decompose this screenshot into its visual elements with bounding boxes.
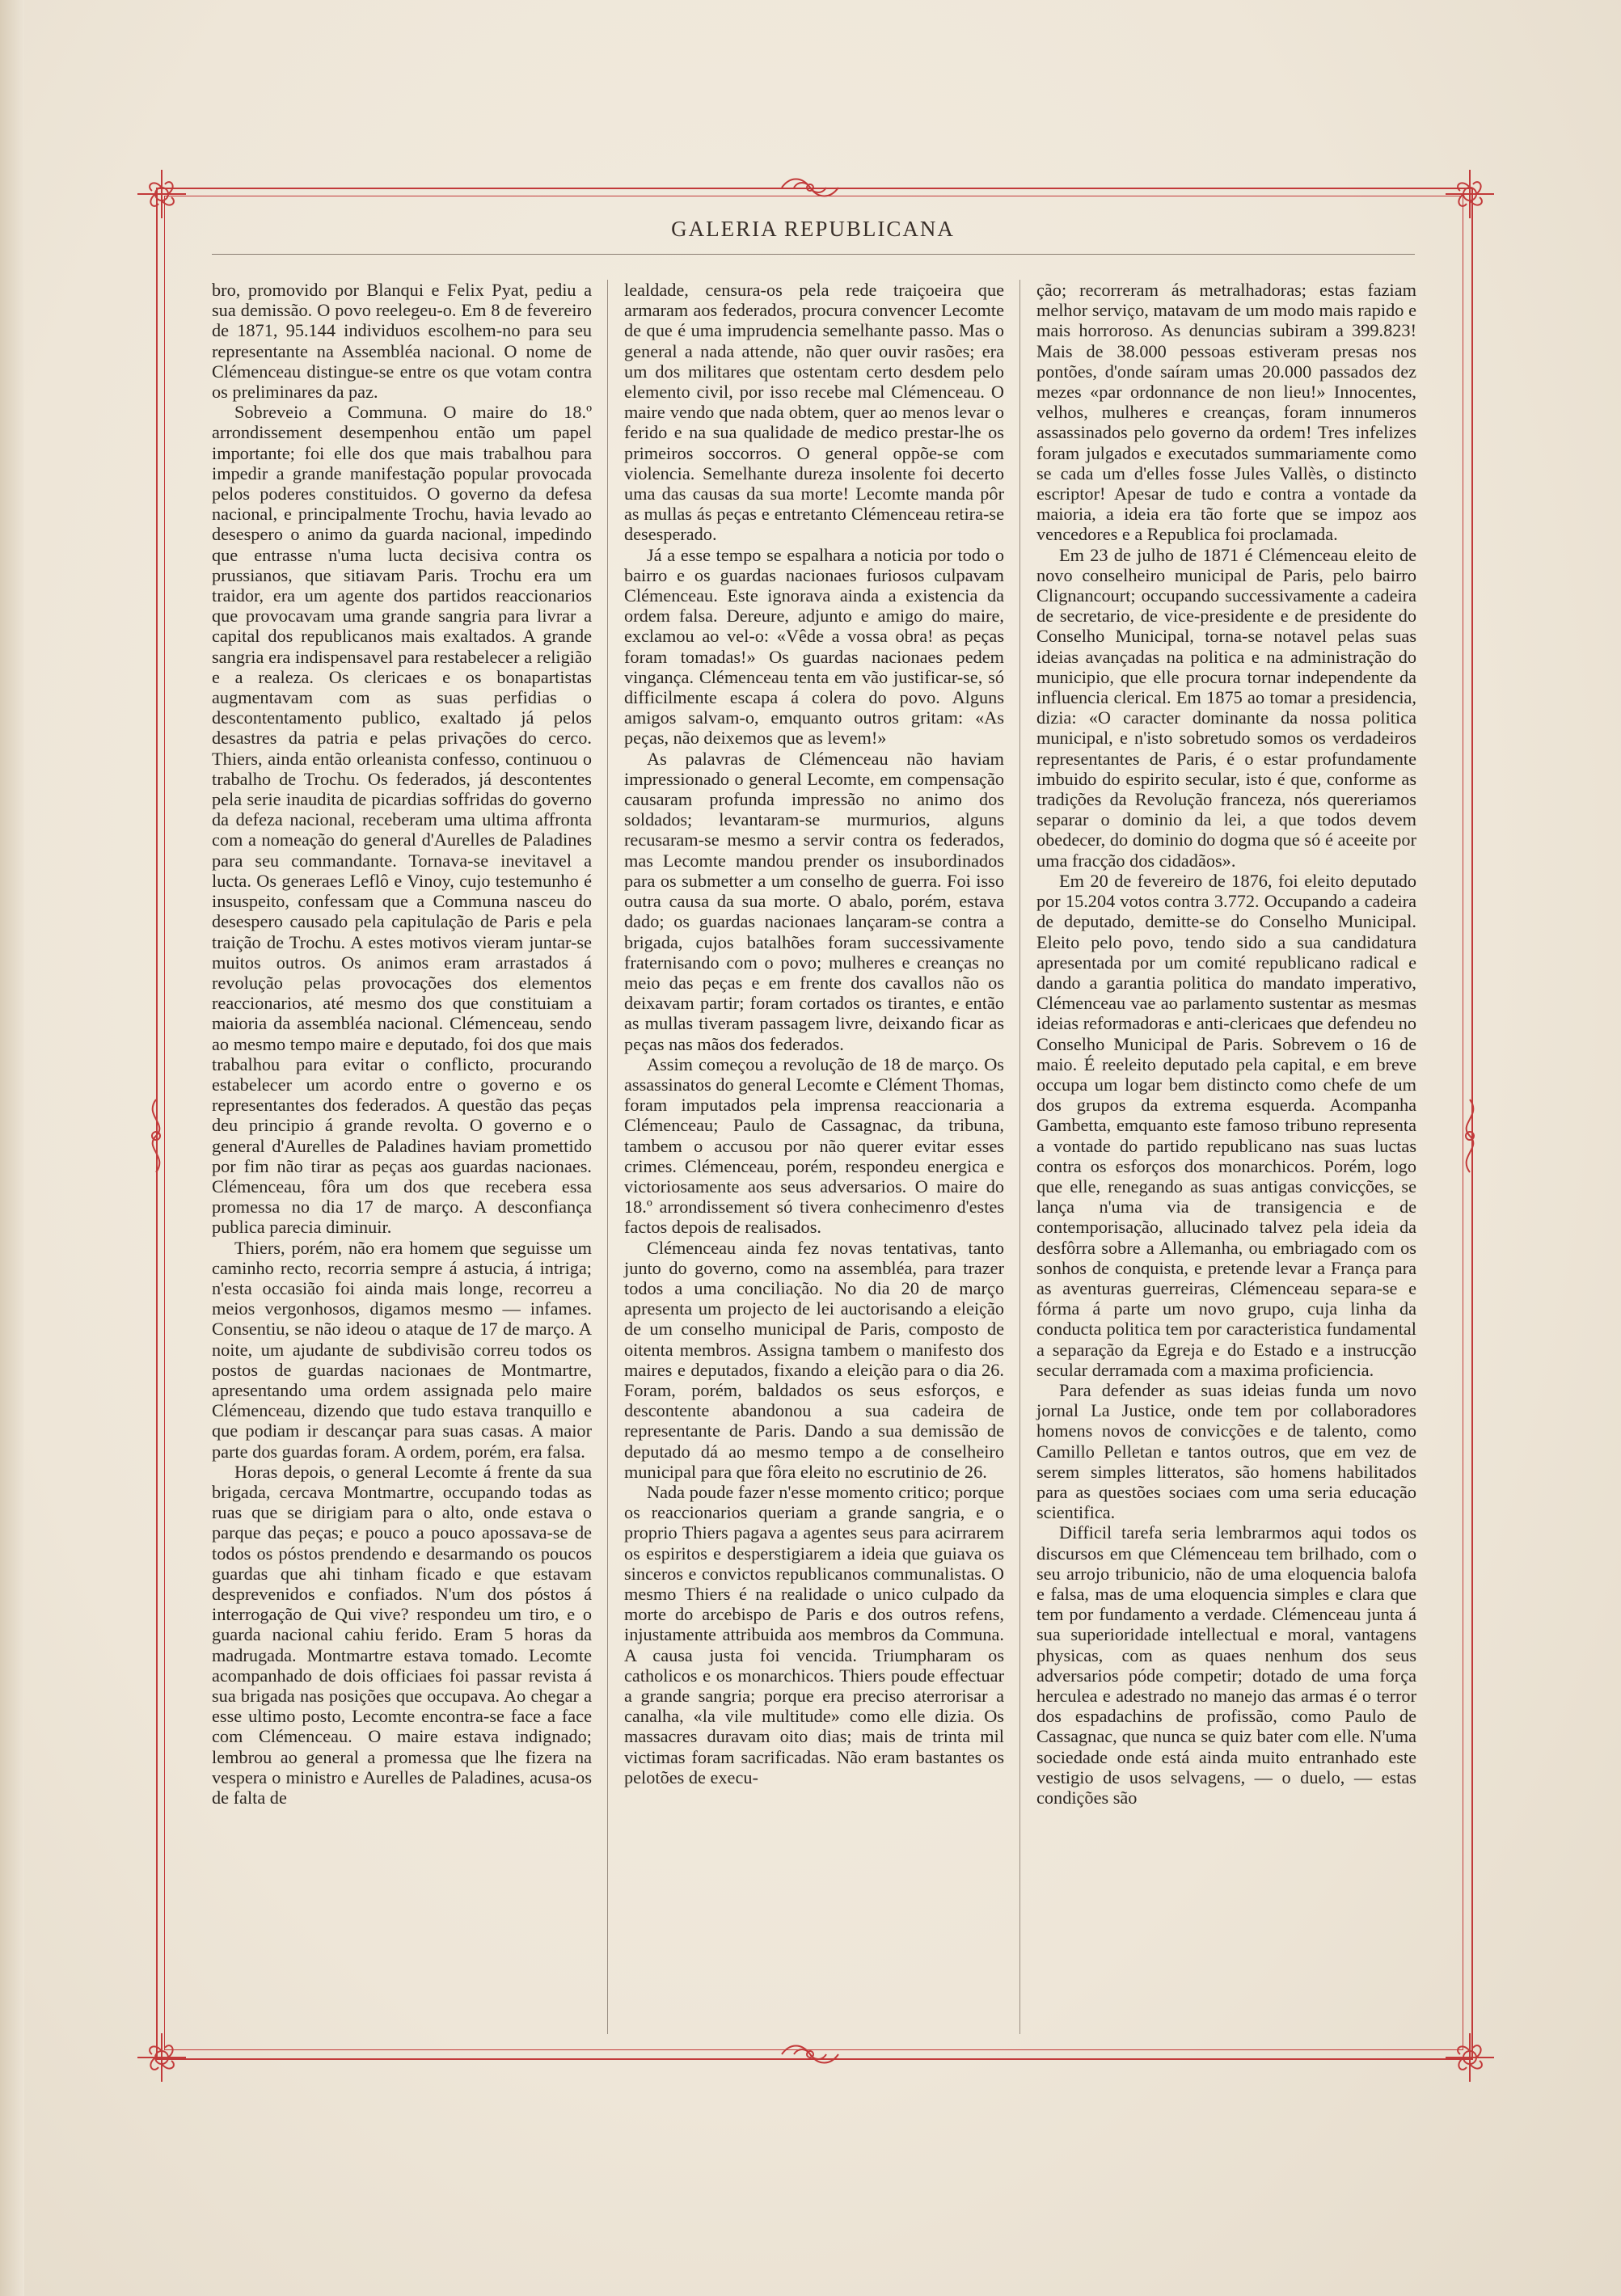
paragraph: Clémenceau ainda fez novas tentativas, tanto junto do governo, como na assembléa, para trazer todos a uma conciliação. No dia 20 de março apresenta um projecto de lei auctorisando a eleição de um conselho municipal de Paris, composto de oitenta membros. Assigna tambem o manifesto dos maires e deputados, fixando a eleição para o dia 26. Foram, porém, baldados os seus esforços, e descontente abandonou a sua cadeira de representante de Paris. Dando a sua demissão de deputado dá ao mesmo tempo a de conselheiro municipal para que fôra eleito no escrutinio de 26.	[624, 1237, 1004, 1482]
paragraph: ção; recorreram ás metralhadoras; estas faziam melhor serviço, matavam de um modo mais rapido e mais horroroso. As denuncias subiram a 399.823! Mais de 38.000 pessoas estiveram presas nos pontões, d'onde saíram umas 20.000 passados dez mezes «par ordonnance de non lieu!» Innocentes, velhos, mulheres e creanças, foram innumeros assassinados pelo governo da ordem! Tres infelizes foram julgados e executados summariamente como se cada um d'elles fosse Jules Vallès, o distincto escriptor! Apesar de tudo e contra a vontade da maioria, a ideia era tão forte que se impoz aos vencedores e a Republica foi proclamada.	[1036, 280, 1416, 545]
text-column-2	[624, 280, 1004, 1787]
paragraph: As palavras de Clémenceau não haviam impressionado o general Lecomte, em compensação causaram profunda impressão no animo dos soldados; levantaram-se murmurios, alguns recusaram-se mesmo a servir contra os federados, mas Lecomte mandou prender os insubordinados para os submetter a um conselho de guerra. Foi isso outra causa da sua morte. O abalo, porém, estava dado; os guardas nacionaes lançaram-se contra a brigada, cujos batalhões foram successivamente fraternisando com o povo; mulheres e creanças no meio das peças e em frente dos cavallos não os deixavam partir; foram cortados os tirantes, e então as mullas tiveram passagem livre, deixando ficar as peças nas mãos dos federados.	[624, 748, 1004, 1054]
paragraph: Difficil tarefa seria lembrarmos aqui todos os discursos em que Clémenceau tem brilhado, com o seu arrojo tribunicio, não de uma eloquencia balofa e falsa, mas de uma eloquencia simples e clara que tem por fundamento a verdade. Clémenceau junta á sua superioridade intellectual e moral, vantagens physicas, com as quaes nenhum dos seus adversarios póde competir; dotado de uma força herculea e adestrado no manejo das armas é o terror dos espadachins de profissão, como Paulo de Cassagnac, que nunca se quiz bater com elle. N'uma sociedade onde está ainda muito entranhado este vestigio de usos selvagens, — o duelo, — estas condições são	[1036, 1522, 1416, 1809]
page-title: GALERIA REPUBLICANA	[671, 217, 955, 241]
paragraph: Para defender as suas ideias funda um novo jornal La Justice, onde tem por collaboradores homens novos de convicções e de talento, como Camillo Pelletan e tantos outros, que em vez de serem simples litteratos, são homens habilitados para as questões sociaes com uma seria educação scientifica.	[1036, 1379, 1416, 1523]
column-divider	[1019, 280, 1020, 2034]
text-column-3	[1036, 280, 1416, 1808]
paragraph: lealdade, censura-os pela rede traiçoeira que armaram aos federados, procura convencer Lecomte de que é uma imprudencia semelhante passo. Mas o general a nada attende, não quer ouvir rasões; era um dos militares que ostentam certo desdem pelo elemento civil, por isso recebe mal Clémenceau. O maire vendo que nada obtem, quer ao menos levar o ferido e na sua qualidade de medico prestar-lhe os primeiros soccorros. O general oppõe-se com violencia. Semelhante dureza insolente foi decerto uma das causas da sua morte! Lecomte manda pôr as mullas ás peças e entretanto Clémenceau retira-se desesperado.	[624, 280, 1004, 545]
corner-flourish-icon	[129, 2025, 194, 2090]
paragraph: Thiers, porém, não era homem que seguisse um caminho recto, recorria sempre á astucia, á intriga; n'esta occasião foi ainda mais longe, recorreu a meios vergonhosos, digamos mesmo — infames. Consentiu, se não ideou o ataque de 17 de março. A noite, um ajudante de subdivisão correu todos os postos de guardas nacionaes de Montmartre, apresentando uma ordem assignada pelo maire Clémenceau, dizendo que tudo estava tranquillo e que podiam ir descançar para suas casas. A maior parte dos guardas foram. A ordem, porém, era falsa.	[212, 1237, 592, 1462]
paragraph: Já a esse tempo se espalhara a noticia por todo o bairro e os guardas nacionaes furiosos culpavam Clémenceau. Este ignorava ainda a existencia da ordem falsa. Dereure, adjunto e amigo do maire, exclamou ao vel-o: «Vêde a vossa obra! as peças foram tomadas!» Os guardas nacionaes pedem vingança. Clémenceau tenta em vão justificar-se, só difficilmente escapa á colera do povo. Alguns amigos salvam-o, emquanto outros gritam: «As peças, não deixemos que as levem!»	[624, 544, 1004, 749]
header-rule	[212, 254, 1415, 255]
scroll-ornament-icon	[774, 2040, 846, 2072]
side-ornament-icon	[140, 1095, 172, 1176]
scroll-ornament-icon	[774, 170, 846, 202]
column-divider	[607, 280, 608, 2034]
side-ornament-icon	[1454, 1095, 1486, 1176]
paragraph: Em 23 de julho de 1871 é Clémenceau eleito de novo conselheiro municipal de Paris, pelo bairro Clignancourt; occupando successivamente a cadeira de secretario, de vice-presidente e de presidente do Conselho Municipal, torna-se notavel pelas suas ideias avançadas na politica e na administração do municipio, que elle procura tornar independente da influencia clerical. Em 1875 ao tomar a presidencia, dizia: «O caracter dominante da nossa politica municipal, e n'isto sobretudo somos os verdadeiros representantes de Paris, é o estar profundamente imbuido do espirito secular, isto é que, conforme as tradições da Revolução franceza, nós quereriamos separar o dominio da lei, a que todos devem obedecer, do dominio do dogma que só é aceeite por uma fracção dos cidadãos».	[1036, 544, 1416, 871]
text-column-1	[212, 280, 592, 1808]
paragraph: bro, promovido por Blanqui e Felix Pyat, pediu a sua demissão. O povo reelegeu-o. Em 8 de fevereiro de 1871, 95.144 individuos escolhem-no para seu representante na Assembléa nacional. O nome de Clémenceau distingue-se entre os que votam contra os preliminares da paz.	[212, 280, 592, 403]
page-fold-shadow	[0, 0, 24, 2296]
paragraph: Nada poude fazer n'esse momento critico; porque os reaccionarios queriam a grande sangria, e o proprio Thiers pagava a agentes seus para acirrarem os espiritos e desperstigiarem a ideia que guiava os sinceros e convictos republicanos communalistas. O mesmo Thiers é na realidade o unico culpado da morte do arcebispo de Paris e dos outros refens, injustamente attribuida aos membros da Communa. A causa justa foi vencida. Triumpharam os catholicos e os monarchicos. Thiers poude effectuar a grande sangria; porque era preciso aterrorisar a canalha, «la vile multitude» como elle dizia. Os massacres duravam oito dias; mais de trinta mil victimas foram sacrificadas. Não eram bastantes os pelotões de execu-	[624, 1481, 1004, 1787]
corner-flourish-icon	[1437, 2025, 1502, 2090]
paragraph: Horas depois, o general Lecomte á frente da sua brigada, cercava Montmartre, occupando todas as ruas que se dirigiam para o alto, onde estava o parque das peças; e pouco a pouco apossava-se de todos os póstos prendendo e desarmando os poucos guardas que ahi tinham ficado e que estavam desprevenidos e confiados. N'um dos póstos á interrogação de Qui vive? respondeu um tiro, e o guarda nacional cahiu ferido. Eram 5 horas da madrugada. Montmartre estava tomado. Lecomte acompanhado de dois officiaes foi passar revista á sua brigada nas posições que occupava. Ao chegar a esse ultimo posto, Lecomte encontra-se face a face com Clémenceau. O maire estava indignado; lembrou ao general a promessa que lhe fizera na vespera o ministro e Aurelles de Paladines, acusa-os de falta de	[212, 1461, 592, 1809]
paragraph: Em 20 de fevereiro de 1876, foi eleito deputado por 15.204 votos contra 3.772. Occupando a cadeira de deputado, demitte-se do Conselho Municipal. Eleito pelo povo, tendo sido a sua candidatura apresentada por um comité republicano radical e dando a garantia politica do mandato imperativo, Clémenceau vae ao parlamento sustentar as mesmas ideias reformadoras e anti-clericaes que defendeu no Conselho Municipal de Paris. Sobrevem o 16 de maio. É reeleito deputado pela capital, e em breve occupa um logar bem distincto como chefe de um dos grupos da extrema esquerda. Acompanha Gambetta, emquanto este famoso tribuno representa a vontade do partido republicano nas suas luctas contra os esforços dos monarchicos. Porém, logo que elle, renegando as suas antigas convicções, se lança n'uma via de transigencia e de contemporisação, allucinado talvez pela ideia da desfôrra sobre a Allemanha, ou embriagado com os sonhos de conquista, e pretende levar a França para as aventuras guerreiras, Clémenceau separa-se e fórma á parte um novo grupo, cuja linha da conducta politica tem por caracteristica fundamental a separação da Egreja e do Estado e a instrucção secular derramada com a maxima proficiencia.	[1036, 870, 1416, 1380]
paragraph: Sobreveio a Communa. O maire do 18.º arrondissement desempenhou então um papel importante; foi elle dos que mais trabalhou para impedir a grande manifestação popular provocada pelos poderes constituidos. O governo da defesa nacional, e principalmente Trochu, havia levado ao desespero o animo da guarda nacional, impedindo que entrasse n'uma lucta decisiva contra os prussianos, que sitiavam Paris. Trochu era um traidor, era um agente dos partidos reaccionarios que provocavam uma grande sangria para livrar a capital dos republicanos mais exaltados. A grande sangria era indispensavel para restabelecer a religião e a realeza. Os clericaes e os bonapartistas augmentavam com as suas perfidias o descontentamento publico, exaltado já pelos desastres da patria e pelas privações do cerco. Thiers, ainda então orleanista confesso, continuou o trabalho de Trochu. Os federados, já descontentes pela serie inaudita de picardias soffridas do governo da defeza nacional, receberam uma ultima affronta com a nomeação do general d'Aurelles de Paladines para seu commandante. Tornava-se inevitavel a lucta. Os generaes Leflô e Vinoy, cujo testemunho é insuspeito, confessam que a Communa nasceu do desespero causado pela capitulação de Paris e pela traição de Trochu. A estes motivos vieram juntar-se muitos outros. Os animos eram arrastados á revolução pelas provocações dos elementos reaccionarios, até mesmo dos que constituiam a maioria da assembléa nacional. Clémenceau, sendo ao mesmo tempo maire e deputado, foi dos que mais trabalhou para evitar o conflicto, procurando estabelecer um acordo entre o governo e os representantes dos federados. A questão das peças deu principio á grande revolta. O governo e o general d'Aurelles de Paladines haviam promettido por fim não tirar as peças aos guardas nacionaes. Clémenceau, fôra um dos que recebera essa promessa no dia 17 de março. A desconfiança publica parecia diminuir.	[212, 402, 592, 1238]
paragraph: Assim começou a revolução de 18 de março. Os assassinatos do general Lecomte e Clément Thomas, foram imputados pela imprensa reaccionaria a Clémenceau; Paulo de Cassagnac, da tribuna, tambem o accusou por não querer evitar esses crimes. Clémenceau, porém, respondeu energica e victoriosamente aos seus adversarios. O maire do 18.º arrondissement só tivera conhecimenro d'estes factos depois de realisados.	[624, 1053, 1004, 1238]
